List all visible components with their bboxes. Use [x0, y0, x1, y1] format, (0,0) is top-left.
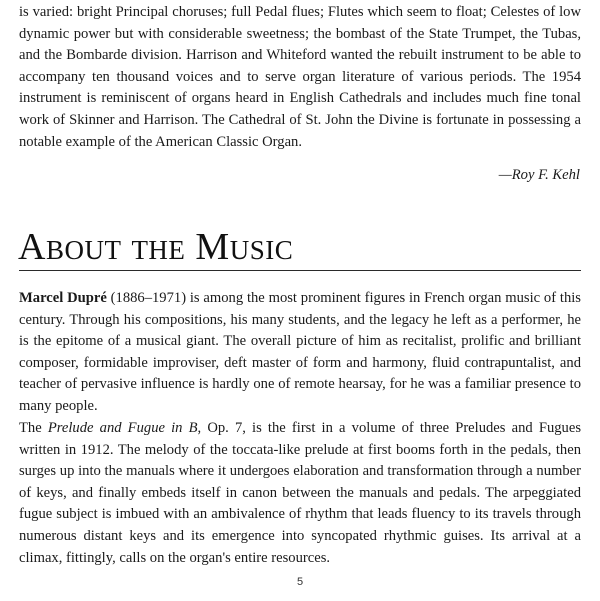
dupre-paragraph — [19, 288, 581, 418]
prelude-text: , Op. 7, is the first in a volume of three Preludes and Fugues written in 1912. The melody of the toccata-like prelude at first booms forth in the pedals, then surges up into the manuals where it undergoes elaboration and transformation through a number of keys, and finally embeds itself in canon between the manuals and pedals. The arpeggiated fugue subject is imbued with an ambivalence of rhythm that leads fluency to its travels through numerous distant keys and its emergence into syncopated rhythmic guises. Its arrival at a climax, fittingly, calls on the organ's entire resources. — [19, 420, 581, 566]
work-title: Prelude and Fugue in B — [47, 420, 198, 436]
section-heading: About the Music — [18, 226, 294, 268]
prelude-paragraph — [19, 418, 581, 569]
author-attribution: —Roy F. Kehl — [498, 167, 580, 183]
page-number: 5 — [296, 576, 304, 588]
heading-rule — [19, 270, 581, 271]
prelude-lead: The — [19, 420, 48, 436]
dupre-text: (1886–1971) is among the most prominent figures in French organ music of this century. Through his compositions, his many students, and the legacy he left as a performer, he is the epitome of a musical giant. The overall picture of him as recitalist, prolific and brilliant composer, formidable improviser, deft master of form and harmony, fluid contrapuntalist, and teacher of pervasive influence is hardly one of remote hearsay, for he was a familiar presence to many people. — [19, 290, 581, 414]
intro-paragraph: is varied: bright Principal choruses; full Pedal flues; Flutes which seem to float; Celestes of low dynamic power but with considerable sweetness; the bombast of the State Trumpet, the Tubas, and the Bombarde division. Harrison and Whiteford wanted the rebuilt instrument to be able to accompany ten thousand voices and to serve organ literature of various periods. The 1954 instrument is reminiscent of organs heard in English Cathedrals and includes much fine tonal work of Skinner and Harrison. The Cathedral of St. John the Divine is fortunate in possessing a notable example of the American Classic Organ. — [19, 4, 581, 150]
composer-name: Marcel Dupré — [19, 290, 107, 306]
